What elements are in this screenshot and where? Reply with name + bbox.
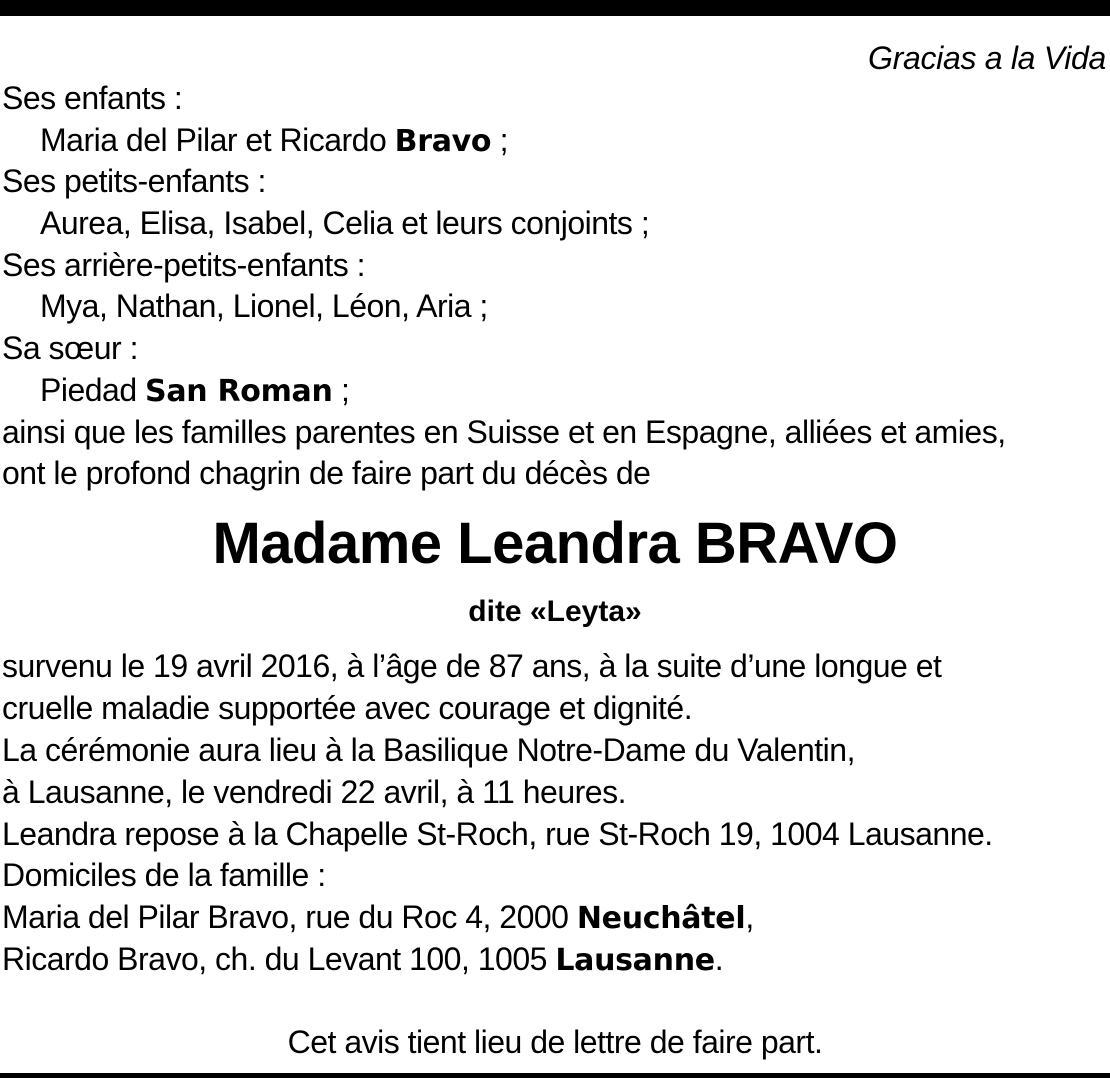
- details-line-2: cruelle maladie supportée avec courage et dignité.: [2, 689, 693, 726]
- announcement-line: ont le profond chagrin de faire part du décès de: [2, 455, 651, 492]
- children-line: [2, 120, 1106, 162]
- deceased-name: Madame Leandra BRAVO: [212, 511, 898, 576]
- grandchildren-heading: Ses petits-enfants :: [2, 163, 266, 200]
- details-line-4: à Lausanne, le vendredi 22 avril, à 11 heures.: [2, 773, 626, 810]
- details-line-5: Leandra repose à la Chapelle St-Roch, rue St-Roch 19, 1004 Lausanne.: [2, 815, 993, 852]
- bottom-rule: [0, 1073, 1110, 1078]
- details-line-3: La cérémonie aura lieu à la Basilique Notre-Dame du Valentin,: [2, 731, 855, 768]
- address1-city: Neuchâtel: [576, 901, 746, 937]
- closing-line: Cet avis tient lieu de lettre de faire part.: [287, 1024, 823, 1060]
- address2-text: Ricardo Bravo, ch. du Levant 100, 1005: [2, 941, 547, 978]
- top-rule: [0, 0, 1110, 16]
- sister-heading: Sa sœur :: [2, 330, 138, 367]
- details-line-1: survenu le 19 avril 2016, à l’âge de 87 ans, à la suite d’une longue et: [2, 648, 942, 684]
- address2-end: .: [714, 941, 724, 978]
- family-list: [2, 78, 1106, 495]
- details-block: [2, 646, 1106, 981]
- children-names: Maria del Pilar et Ricardo: [40, 121, 387, 158]
- details-line-6: Domiciles de la famille :: [2, 857, 326, 894]
- great-grandchildren-heading: Ses arrière-petits-enfants :: [2, 246, 366, 283]
- motto: Gracias a la Vida: [868, 40, 1106, 76]
- sister-line: [2, 370, 1106, 412]
- address2-city: Lausanne: [555, 943, 715, 979]
- address-line-1: [2, 897, 1106, 939]
- grandchildren-names: Aurea, Elisa, Isabel, Celia et leurs conjoints ;: [40, 205, 650, 242]
- children-heading: Ses enfants :: [2, 80, 183, 116]
- sister-end: ;: [332, 371, 350, 408]
- address1-end: ,: [745, 899, 754, 936]
- relatives-line: ainsi que les familles parentes en Suisse et en Espagne, alliées et amies,: [2, 413, 1006, 450]
- address1-text: Maria del Pilar Bravo, rue du Roc 4, 2000: [2, 899, 569, 936]
- address-line-2: [2, 939, 1106, 981]
- children-surname: Bravo: [394, 123, 492, 159]
- children-end: ;: [491, 121, 508, 158]
- sister-firstname: Piedad: [40, 371, 137, 408]
- deceased-nickname: dite «Leyta»: [468, 595, 642, 628]
- sister-surname: San Roman: [145, 373, 333, 409]
- great-grandchildren-names: Mya, Nathan, Lionel, Léon, Aria ;: [40, 288, 488, 325]
